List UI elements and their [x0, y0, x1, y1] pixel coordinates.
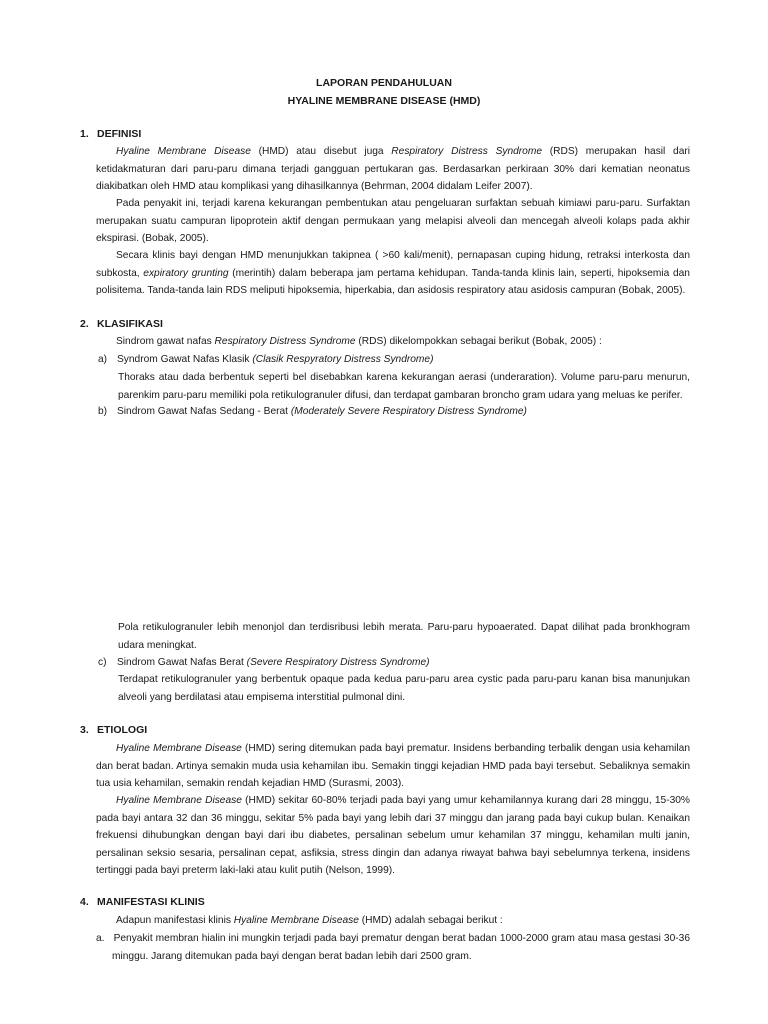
- text-run: (HMD) adalah sebagai berikut :: [358, 915, 503, 926]
- text-run: Adapun manifestasi klinis: [116, 915, 234, 926]
- text-run: Secara klinis bayi dengan HMD menunjukkan takipnea ( >60 kali/menit), pernapasan cuping hidung, retraksi interkosta dan subkosta,: [96, 250, 690, 279]
- italic-term: Hyaline Membrane Disease: [116, 146, 251, 157]
- list-item-manifestasi-a: [96, 930, 690, 965]
- list-item-b-description: Pola retikulogranuler lebih menonjol dan terdisribusi lebih merata. Paru-paru hypoaerated. Dapat dilihat pada bronkhogram udara meningkat.: [118, 622, 690, 651]
- italic-term: Respiratory Distress Syndrome: [214, 336, 356, 347]
- text-run: (RDS) dikelompokkan sebagai berikut (Bobak, 2005) :: [355, 336, 602, 347]
- document-title: LAPORAN PENDAHULUAN: [316, 77, 452, 89]
- italic-term: (Severe Respiratory Distress Syndrome): [246, 657, 430, 668]
- section-heading-definisi: [80, 128, 141, 140]
- italic-term: (Clasik Respyratory Distress Syndrome): [252, 354, 434, 365]
- text-run: Penyakit membran hialin ini mungkin terjadi pada bayi prematur dengan berat badan 1000-2000 gram atau masa gestasi 30-36 minggu. Jarang ditemukan pada bayi dengan berat badan lebih dari 2500 gram.: [112, 933, 690, 962]
- paragraph-definisi-2: Pada penyakit ini, terjadi karena kekurangan pembentukan atau pengeluaran surfaktan sebuah kimiawi paru-paru. Surfaktan merupakan suatu campuran lipoprotein aktif dengan permukaan yang melapisi alveoli dan mencegah alveoli kolaps pada akhir ekspirasi. (Bobak, 2005).: [96, 198, 690, 244]
- section-title: KLASIFIKASI: [97, 318, 163, 330]
- list-label: a.: [96, 933, 105, 944]
- section-title: MANIFESTASI KLINIS: [97, 896, 205, 908]
- italic-term: Respiratory Distress Syndrome: [391, 146, 543, 157]
- text-run: Sindrom Gawat Nafas Sedang - Berat: [117, 406, 291, 417]
- list-label: c): [98, 657, 107, 668]
- blank-figure-area: [96, 425, 690, 615]
- list-item-a: [98, 351, 690, 369]
- text-run: Sindrom gawat nafas: [116, 336, 215, 347]
- section-heading-klasifikasi: [80, 318, 163, 330]
- text-run: (HMD) sekitar 60-80% terjadi pada bayi yang umur kehamilannya kurang dari 28 minggu, 15-30% pada bayi antara 32 dan 36 minggu, sekitar 5% pada bayi yang lebih dari 37 minggu dan jarang pada bayi cukup bulan. Kenaikan frekuensi dihubungkan dengan bayi dari ibu diabetes, persalinan sebelum umur kehamilan 37 minggu, kehamilan multi janin, persalinan seksio sesaria, persalinan cepat, asfiksia, stress dingin dan adanya riwayat bahwa bayi sebelumnya terkena, insidens tertinggi pada bayi preterm laki-laki atau kulit putih (Nelson, 1999).: [96, 795, 690, 876]
- section-title: ETIOLOGI: [97, 724, 148, 736]
- paragraph-klasifikasi-intro: [96, 333, 690, 351]
- list-item-c-description: Terdapat retikulogranuler yang berbentuk opaque pada kedua paru-paru area cystic pada paru-paru kanan bisa manunjukan alveoli yang berdilatasi atau empisema interstitial pulmonal dini.: [118, 674, 690, 703]
- section-number: 3.: [80, 724, 89, 736]
- text-run: (merintih) dalam beberapa jam pertama kehidupan. Tanda-tanda klinis lain, seperti, hipoksemia dan polisitema. Tanda-tanda lain RDS meliputi hipoksemia, hiperkabia, dan asidosis respiratory atau asidosis campuran (Bobak, 2005).: [96, 267, 690, 296]
- text-run: (HMD) sering ditemukan pada bayi prematur. Insidens berbanding terbalik dengan usia kehamilan dan berat badan. Artinya semakin muda usia kehamilan ibu. Semakin tinggi kejadian HMD pada bayi tersebut. Sebaliknya semakin tua usia kehamilan, semakin rendah kejadian HMD (Surasmi, 2003).: [96, 743, 690, 789]
- list-item-a-description: Thoraks atau dada berbentuk seperti bel disebabkan karena kekurangan aerasi (underaration). Volume paru-paru menurun, parenkim paru-paru memiliki pola retikulogranuler difusi, dan terdapat gambaran broncho gram udara yang meluas ke perifer.: [118, 372, 690, 401]
- paragraph-manifestasi-intro: [96, 912, 690, 930]
- italic-term: (Moderately Severe Respiratory Distress Syndrome): [290, 406, 527, 417]
- list-label: b): [98, 406, 108, 417]
- section-heading-etiologi: [80, 724, 147, 736]
- section-heading-manifestasi-klinis: [80, 896, 205, 908]
- paragraph-etiologi-1: [96, 740, 690, 793]
- list-item-b: [98, 403, 690, 421]
- section-title: DEFINISI: [97, 128, 142, 140]
- section-number: 4.: [80, 896, 89, 908]
- list-item-c: [98, 654, 690, 672]
- italic-term: Hyaline Membrane Disease: [116, 795, 242, 806]
- section-number: 1.: [80, 128, 89, 140]
- text-run: (HMD) atau disebut juga: [250, 146, 392, 157]
- list-label: a): [98, 354, 108, 365]
- document-subtitle: HYALINE MEMBRANE DISEASE (HMD): [287, 95, 481, 107]
- text-run: Sindrom Gawat Nafas Berat: [117, 657, 247, 668]
- text-run: (RDS) merupakan hasil dari ketidakmaturan dari paru-paru dimana terjadi gangguan pertukaran gas. Berdasarkan perkiraan 30% dari kematian neonatus diakibatkan oleh HMD atau komplikasi yang dihasilkannya (Behrman, 2004 didalam Leifer 2007).: [96, 146, 691, 192]
- italic-term: Hyaline Membrane Disease: [116, 743, 242, 754]
- italic-term: Hyaline Membrane Disease: [233, 915, 359, 926]
- paragraph-definisi-1: [96, 143, 690, 196]
- section-number: 2.: [80, 318, 89, 330]
- italic-term: expiratory grunting: [143, 267, 229, 279]
- paragraph-definisi-3: [96, 247, 690, 300]
- paragraph-etiologi-2: [96, 792, 690, 880]
- text-run: Syndrom Gawat Nafas Klasik: [117, 354, 253, 365]
